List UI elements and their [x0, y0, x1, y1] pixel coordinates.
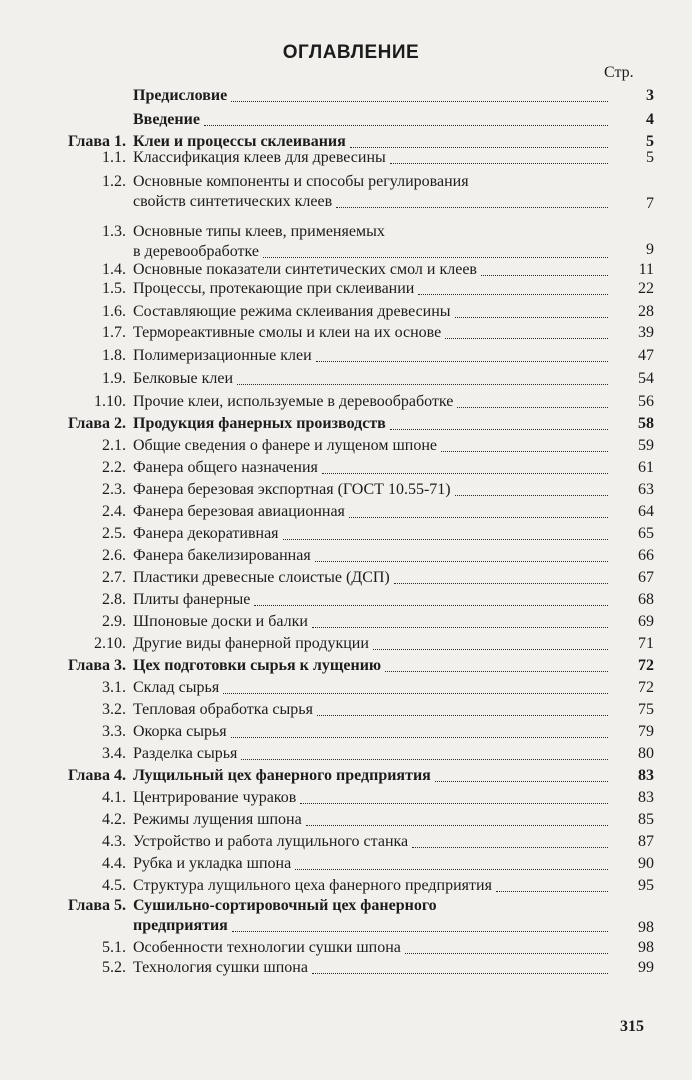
toc-entry-number: 2.10. [94, 635, 126, 652]
toc-entry-number: 1.7. [102, 324, 126, 341]
toc-entry-number: 1.4. [102, 261, 126, 278]
toc-entry-title: Клеи и процессы склеивания [133, 133, 346, 150]
toc-entry-number: 2.3. [102, 481, 126, 498]
toc-entry-title: Цех подготовки сырья к лущению [133, 657, 382, 674]
toc-entry-page: 69 [638, 613, 654, 630]
toc-entry-page: 90 [638, 855, 654, 872]
toc-entry-title: Окорка сырья [133, 723, 227, 740]
page-column-label: Стр. [604, 64, 634, 81]
toc-entry-page: 47 [638, 347, 654, 364]
toc-entry-page: 80 [638, 745, 654, 762]
dot-leader [237, 384, 608, 385]
toc-entry-title: Основные компоненты и способы регулирования [133, 173, 469, 190]
toc-entry-title-continued: предприятия [133, 917, 228, 934]
toc-entry-page: 75 [638, 701, 654, 718]
toc-entry-page: 79 [638, 723, 654, 740]
toc-entry-page: 11 [638, 261, 654, 278]
toc-entry-title: Тепловая обработка сырья [133, 701, 313, 718]
toc-entry-title: Основные типы клеев, применяемых [133, 223, 385, 240]
dot-leader [295, 869, 608, 870]
toc-entry-page: 58 [638, 415, 654, 432]
dot-leader [322, 473, 608, 474]
dot-leader [306, 825, 608, 826]
toc-entry-title: Пластики древесные слоистые (ДСП) [133, 569, 390, 586]
toc-entry-title: Процессы, протекающие при склеивании [133, 280, 415, 297]
toc-entry-number: 1.1. [102, 149, 126, 166]
toc-entry-number: 4.4. [102, 855, 126, 872]
toc-entry-title: Продукция фанерных производств [133, 415, 386, 432]
toc-entry-title: Введение [133, 111, 200, 128]
toc-entry-number: 4.1. [102, 789, 126, 806]
dot-leader [283, 539, 608, 540]
toc-entry-title: Основные показатели синтетических смол и клеев [133, 261, 477, 278]
dot-leader [405, 953, 608, 954]
dot-leader [204, 125, 608, 126]
toc-entry-number: 1.5. [102, 280, 126, 297]
toc-entry-page: 83 [638, 767, 654, 784]
dot-leader [300, 803, 608, 804]
toc-entry-title-continued: свойств синтетических клеев [133, 193, 333, 210]
dot-leader [441, 451, 608, 452]
dot-leader [445, 338, 608, 339]
toc-entry-page: 5 [646, 149, 654, 166]
toc-entry-page: 71 [638, 635, 654, 652]
toc-entry-number: 2.4. [102, 503, 126, 520]
toc-entry-title: Полимеризационные клеи [133, 347, 312, 364]
toc-entry-page: 9 [646, 241, 654, 258]
toc-entry-title: Структура лущильного цеха фанерного предприятия [133, 877, 492, 894]
toc-entry-page: 98 [638, 939, 654, 956]
toc-entry-title: Другие виды фанерной продукции [133, 635, 369, 652]
toc-entry-title: Плиты фанерные [133, 591, 251, 608]
toc-entry-number: 3.1. [102, 679, 126, 696]
dot-leader [418, 294, 608, 295]
toc-entry-number: 3.3. [102, 723, 126, 740]
dot-leader [312, 627, 608, 628]
toc-entry-page: 64 [638, 503, 654, 520]
toc-entry-title: Предисловие [133, 87, 228, 104]
dot-leader [317, 715, 608, 716]
toc-entry-title: Разделка сырья [133, 745, 238, 762]
toc-entry-number: Глава 5. [68, 897, 126, 914]
dot-leader [394, 583, 608, 584]
toc-entry-title: Фанера общего назначения [133, 459, 318, 476]
dot-leader [412, 847, 608, 848]
toc-entry-number: 1.2. [102, 173, 126, 190]
dot-leader [231, 101, 608, 102]
toc-entry-page: 66 [638, 547, 654, 564]
toc-entry-title: Классификация клеев для древесины [133, 149, 386, 166]
dot-leader [496, 891, 608, 892]
page-title: ОГЛАВЛЕНИЕ [282, 42, 420, 63]
toc-entry-number: 4.5. [102, 877, 126, 894]
toc-entry-number: 2.6. [102, 547, 126, 564]
toc-entry-number: 2.7. [102, 569, 126, 586]
toc-entry-title: Фанера декоративная [133, 525, 279, 542]
dot-leader [385, 671, 608, 672]
toc-entry-title: Лущильный цех фанерного предприятия [133, 767, 431, 784]
toc-entry-page: 72 [638, 657, 654, 674]
dot-leader [390, 163, 608, 164]
toc-entry-number: 2.9. [102, 613, 126, 630]
toc-entry-number: 1.3. [102, 223, 126, 240]
dot-leader [231, 737, 608, 738]
dot-leader [350, 147, 608, 148]
dot-leader [455, 317, 608, 318]
toc-entry-number: 1.8. [102, 347, 126, 364]
dot-leader [312, 973, 608, 974]
toc-entry-page: 61 [638, 459, 654, 476]
dot-leader [349, 517, 608, 518]
toc-entry-page: 59 [638, 437, 654, 454]
dot-leader [435, 781, 608, 782]
toc-entry-title: Белковые клеи [133, 370, 234, 387]
toc-entry-page: 85 [638, 811, 654, 828]
toc-entry-page: 28 [638, 303, 654, 320]
dot-leader [316, 361, 608, 362]
toc-entry-title: Термореактивные смолы и клеи на их основе [133, 324, 442, 341]
toc-entry-title: Рубка и укладка шпона [133, 855, 292, 872]
toc-entry-number: Глава 2. [68, 415, 126, 432]
toc-entry-number: 2.2. [102, 459, 126, 476]
toc-entry-number: Глава 1. [68, 133, 126, 150]
toc-entry-number: 1.6. [102, 303, 126, 320]
dot-leader [336, 207, 608, 208]
toc-entry-title: Склад сырья [133, 679, 220, 696]
toc-entry-page: 5 [646, 133, 654, 150]
toc-entry-title: Составляющие режима склеивания древесины [133, 303, 451, 320]
toc-entry-number: 1.10. [94, 393, 126, 410]
toc-entry-page: 83 [638, 789, 654, 806]
toc-entry-title: Устройство и работа лущильного станка [133, 833, 409, 850]
toc-entry-number: 2.5. [102, 525, 126, 542]
dot-leader [390, 429, 608, 430]
toc-entry-page: 68 [638, 591, 654, 608]
toc-entry-title: Фанера бакелизированная [133, 547, 311, 564]
toc-entry-number: 4.3. [102, 833, 126, 850]
toc-entry-number: 2.8. [102, 591, 126, 608]
toc-entry-page: 3 [646, 87, 654, 104]
toc-entry-page: 4 [646, 111, 654, 128]
dot-leader [373, 649, 608, 650]
toc-entry-number: 4.2. [102, 811, 126, 828]
toc-entry-title: Фанера березовая экспортная (ГОСТ 10.55-71) [133, 481, 451, 498]
toc-entry-number: 1.9. [102, 370, 126, 387]
dot-leader [315, 561, 608, 562]
toc-entry-page: 87 [638, 833, 654, 850]
toc-entry-page: 99 [638, 959, 654, 976]
toc-entry-page: 39 [638, 324, 654, 341]
toc-entry-title: Режимы лущения шпона [133, 811, 302, 828]
toc-entry-title: Шпоновые доски и балки [133, 613, 308, 630]
toc-entry-number: 5.1. [102, 939, 126, 956]
toc-entry-title: Прочие клеи, используемые в деревообработке [133, 393, 454, 410]
toc-entry-page: 72 [638, 679, 654, 696]
dot-leader [481, 275, 608, 276]
toc-entry-number: Глава 4. [68, 767, 126, 784]
dot-leader [241, 759, 608, 760]
page-number: 315 [620, 1018, 644, 1035]
toc-entry-page: 98 [638, 919, 654, 936]
toc-entry-number: 2.1. [102, 437, 126, 454]
toc-entry-title: Фанера березовая авиационная [133, 503, 345, 520]
toc-entry-page: 54 [638, 370, 654, 387]
toc-entry-number: 3.4. [102, 745, 126, 762]
toc-entry-page: 95 [638, 877, 654, 894]
dot-leader [232, 931, 608, 932]
toc-entry-title: Сушильно-сортировочный цех фанерного [133, 897, 437, 914]
dot-leader [457, 407, 608, 408]
toc-entry-number: 3.2. [102, 701, 126, 718]
toc-entry-number: Глава 3. [68, 657, 126, 674]
toc-entry-page: 67 [638, 569, 654, 586]
toc-entry-title: Особенности технологии сушки шпона [133, 939, 401, 956]
toc-entry-title: Технология сушки шпона [133, 959, 308, 976]
toc-entry-title-continued: в деревообработке [133, 243, 259, 260]
toc-entry-page: 7 [646, 195, 654, 212]
toc-entry-number: 5.2. [102, 959, 126, 976]
toc-entry-page: 63 [638, 481, 654, 498]
dot-leader [254, 605, 608, 606]
dot-leader [223, 693, 608, 694]
toc-entry-title: Общие сведения о фанере и лущеном шпоне [133, 437, 437, 454]
toc-entry-page: 56 [638, 393, 654, 410]
toc-entry-page: 65 [638, 525, 654, 542]
toc-entry-title: Центрирование чураков [133, 789, 297, 806]
dot-leader [263, 257, 608, 258]
toc-entry-page: 22 [638, 280, 654, 297]
dot-leader [455, 495, 608, 496]
